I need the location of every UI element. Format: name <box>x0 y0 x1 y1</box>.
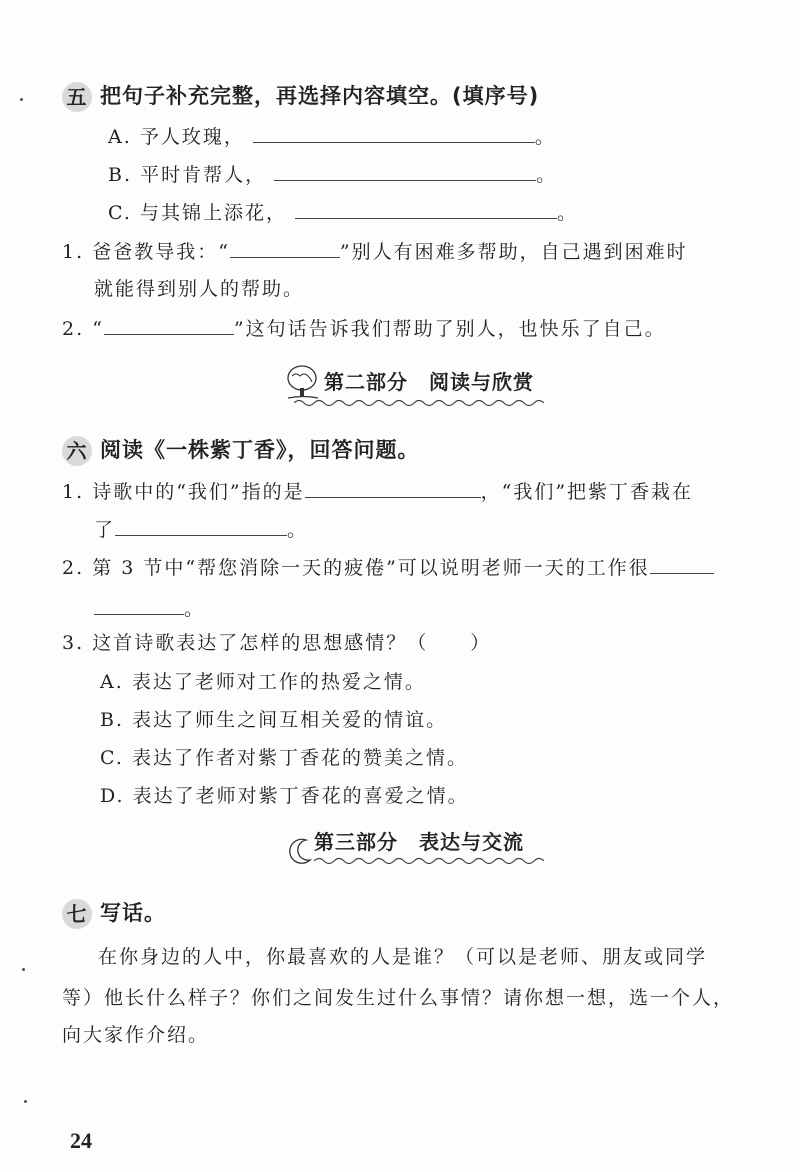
section-7-heading <box>62 897 166 929</box>
answer-blank[interactable] <box>274 179 536 181</box>
moon-icon <box>284 836 318 866</box>
s6-question-1-cont: 了 。 <box>94 519 309 541</box>
margin-dot <box>24 1100 27 1103</box>
tree-icon <box>284 362 324 402</box>
wavy-underline <box>314 856 544 866</box>
wavy-underline <box>294 398 544 408</box>
s5-question-1-cont: 就能得到别人的帮助。 <box>94 278 305 300</box>
part-3-title: 第三部分 表达与交流 <box>314 830 524 854</box>
s6-question-3: 3. 这首诗歌表达了怎样的思想感情？（ ） <box>62 632 492 654</box>
section-title: 把句子补充完整，再选择内容填空。(填序号) <box>100 84 540 108</box>
s6-question-2-cont: 。 <box>94 594 205 621</box>
answer-blank[interactable] <box>253 141 535 143</box>
part-2-title: 第二部分 阅读与欣赏 <box>324 370 534 394</box>
answer-blank[interactable] <box>230 256 340 258</box>
section-5-heading <box>62 80 539 112</box>
part-2-banner <box>284 360 564 410</box>
answer-blank[interactable] <box>295 217 557 219</box>
option-a: A. 予人玫瑰， 。 <box>108 126 556 148</box>
section-badge: 六 <box>62 436 92 466</box>
answer-blank[interactable] <box>94 613 184 615</box>
margin-dot <box>22 968 25 971</box>
answer-blank[interactable] <box>104 333 234 335</box>
choice-a[interactable]: A. 表达了老师对工作的热爱之情。 <box>100 671 426 693</box>
answer-blank[interactable] <box>115 534 287 536</box>
prompt-line-3: 向大家作介绍。 <box>62 1024 210 1046</box>
page-number: 24 <box>70 1128 92 1153</box>
prompt-line-2: 等）他长什么样子？你们之间发生过什么事情？请你想一想，选一个人， <box>62 987 735 1009</box>
choice-c[interactable]: C. 表达了作者对紫丁香花的赞美之情。 <box>100 747 468 769</box>
section-title: 写话。 <box>100 901 166 925</box>
prompt-line-1: 在你身边的人中，你最喜欢的人是谁？（可以是老师、朋友或同学 <box>98 946 708 968</box>
section-title: 阅读《一株紫丁香》，回答问题。 <box>100 438 420 462</box>
s6-question-2: 2. 第 3 节中“帮您消除一天的疲倦”可以说明老师一天的工作很 <box>62 553 714 580</box>
option-b: B. 平时肯帮人， 。 <box>108 164 558 186</box>
s5-question-2: 2. “ ”这句话告诉我们帮助了别人，也快乐了自己。 <box>62 318 666 340</box>
option-c: C. 与其锦上添花， 。 <box>108 202 579 224</box>
s5-question-1: 1. 爸爸教导我：“ ”别人有困难多帮助，自己遇到困难时 <box>62 241 688 263</box>
choice-d[interactable]: D. 表达了老师对紫丁香花的喜爱之情。 <box>100 785 469 807</box>
s6-question-1: 1. 诗歌中的“我们”指的是 ，“我们”把紫丁香栽在 <box>62 481 694 503</box>
section-badge: 七 <box>62 899 92 929</box>
answer-blank[interactable] <box>650 572 714 574</box>
answer-blank[interactable] <box>305 496 481 498</box>
section-6-heading <box>62 434 420 466</box>
margin-dot <box>20 98 23 101</box>
part-3-banner <box>284 818 554 868</box>
choice-b[interactable]: B. 表达了师生之间互相关爱的情谊。 <box>100 709 448 731</box>
section-badge: 五 <box>62 82 92 112</box>
